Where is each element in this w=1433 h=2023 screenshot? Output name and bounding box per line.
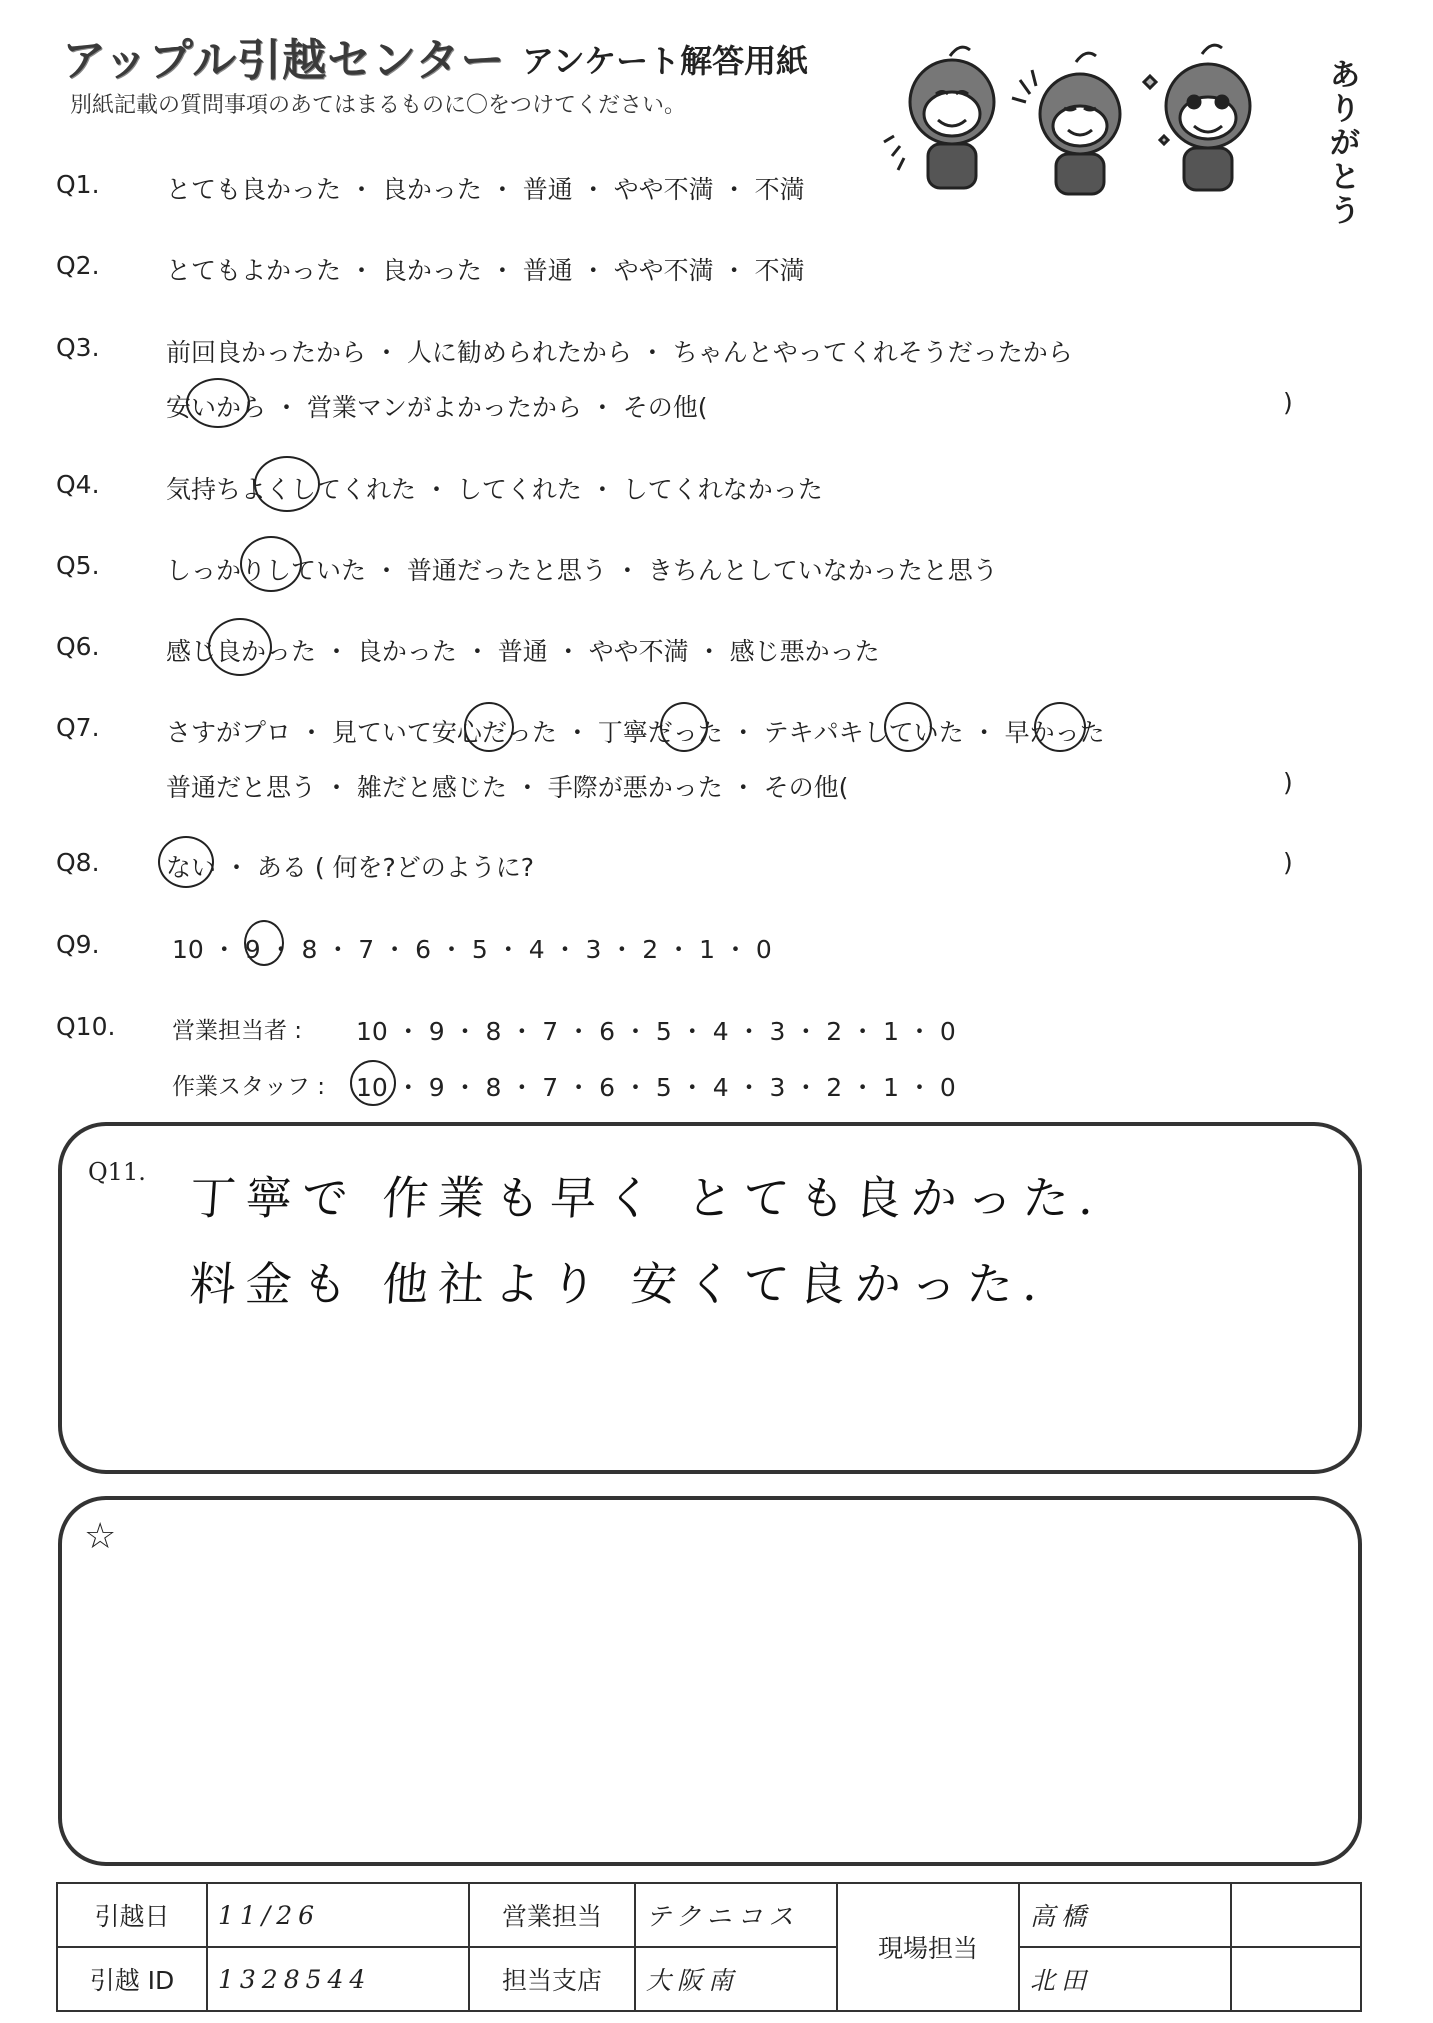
arigatou-char-5: う — [1330, 194, 1360, 229]
mascot-left — [884, 47, 994, 188]
move-id-value[interactable]: 1328544 — [207, 1947, 469, 2011]
q6-options[interactable]: 感じ良かった ・ 良かった ・ 普通 ・ やや不満 ・ 感じ悪かった — [166, 637, 880, 666]
q10-sales-scale[interactable]: 10 ・ 9 ・ 8 ・ 7 ・ 6 ・ 5 ・ 4 ・ 3 ・ 2 ・ 1 ・ 0 — [356, 1017, 956, 1046]
q7-selection-circle-teinei — [660, 702, 708, 752]
arigatou-char-4: と — [1330, 160, 1360, 195]
q9-label: Q9. — [56, 930, 100, 959]
mascot-right — [1144, 45, 1250, 190]
q8-label: Q8. — [56, 848, 100, 877]
q7-selection-circle-tekipaki — [884, 702, 932, 752]
notes-box[interactable] — [58, 1496, 1362, 1866]
q6-selection-circle — [208, 618, 272, 676]
sales-rep-label: 営業担当 — [469, 1883, 635, 1947]
q3-options-line2[interactable]: 安いから ・ 営業マンがよかったから ・ その他( — [166, 393, 708, 422]
q6-label: Q6. — [56, 632, 100, 661]
q5-selection-circle — [240, 536, 302, 592]
branch-label: 担当支店 — [469, 1947, 635, 2011]
q1-label: Q1. — [56, 170, 100, 199]
footer-info-table — [56, 1882, 1362, 2012]
q8-selection-circle — [158, 836, 214, 888]
form-subtitle: アンケート解答用紙 — [522, 42, 809, 80]
site-rep-value-1[interactable]: 高橋 — [1019, 1883, 1231, 1947]
sales-rep-value[interactable]: テクニコス — [635, 1883, 837, 1947]
comment-box[interactable] — [58, 1122, 1362, 1474]
form-title: アップル引越センター — [62, 35, 506, 86]
q9-selection-circle — [244, 920, 284, 966]
branch-value[interactable]: 大阪南 — [635, 1947, 837, 2011]
q7-label: Q7. — [56, 713, 100, 742]
site-rep-extra-cell-2 — [1231, 1947, 1361, 2011]
site-rep-value-2[interactable]: 北田 — [1019, 1947, 1231, 2011]
arigatou-char-2: り — [1330, 92, 1360, 127]
arigatou-char-3: が — [1330, 126, 1360, 161]
mascot-center — [1012, 53, 1120, 194]
handwritten-comment-line2: 料金も 他社より 安くて良かった. — [187, 1257, 1050, 1311]
q2-label: Q2. — [56, 251, 100, 280]
q2-options[interactable]: とてもよかった ・ 良かった ・ 普通 ・ やや不満 ・ 不満 — [166, 256, 805, 285]
site-rep-label: 現場担当 — [837, 1883, 1019, 2011]
q4-options[interactable]: 気持ちよくしてくれた ・ してくれた ・ してくれなかった — [166, 475, 823, 504]
q9-scale[interactable]: 10 ・ 9 ・ 8 ・ 7 ・ 6 ・ 5 ・ 4 ・ 3 ・ 2 ・ 1 ・ 0 — [172, 935, 772, 964]
q3-options-line1[interactable]: 前回良かったから ・ 人に勧められたから ・ ちゃんとやってくれそうだったから — [166, 338, 1073, 367]
star-icon: ☆ — [84, 1516, 117, 1557]
q10-sales-label: 営業担当者 : — [172, 1018, 303, 1044]
instructions-text: 別紙記載の質問事項のあてはまるものに〇をつけてください。 — [70, 93, 687, 118]
q4-label: Q4. — [56, 470, 100, 499]
move-date-label: 引越日 — [57, 1883, 207, 1947]
q10-staff-label: 作業スタッフ : — [172, 1074, 326, 1100]
q3-selection-circle — [186, 378, 250, 428]
q8-options[interactable]: ない ・ ある ( 何を?どのように? — [166, 853, 535, 882]
q3-label: Q3. — [56, 333, 100, 362]
monkey-mascots-illustration — [880, 36, 1360, 216]
handwritten-comment-line1: 丁寧で 作業も早く とても良かった. — [187, 1171, 1106, 1225]
q7-selection-circle-anshin — [464, 702, 514, 752]
q7-options-line2[interactable]: 普通だと思う ・ 雑だと感じた ・ 手際が悪かった ・ その他( — [166, 773, 849, 802]
q5-options[interactable]: しっかりしていた ・ 普通だったと思う ・ きちんとしていなかったと思う — [166, 556, 998, 585]
arigatou-char-1: あ — [1330, 58, 1360, 93]
q10-label: Q10. — [56, 1012, 116, 1041]
q7-paren-close: ) — [1283, 768, 1293, 797]
move-id-label: 引越 ID — [57, 1947, 207, 2011]
q7-selection-circle-hayakatta — [1034, 702, 1086, 752]
q10-staff-scale[interactable]: 10 ・ 9 ・ 8 ・ 7 ・ 6 ・ 5 ・ 4 ・ 3 ・ 2 ・ 1 ・ 0 — [356, 1073, 956, 1102]
q1-options[interactable]: とても良かった ・ 良かった ・ 普通 ・ やや不満 ・ 不満 — [166, 175, 805, 204]
q8-paren-close: ) — [1283, 848, 1293, 877]
q11-label: Q11. — [88, 1158, 146, 1186]
q3-paren-close: ) — [1283, 388, 1293, 417]
q10-staff-selection-circle — [350, 1060, 396, 1106]
q4-selection-circle — [254, 456, 320, 512]
q5-label: Q5. — [56, 551, 100, 580]
site-rep-extra-cell-1 — [1231, 1883, 1361, 1947]
move-date-value[interactable]: 11/26 — [207, 1883, 469, 1947]
q7-options-line1[interactable]: さすがプロ ・ 見ていて安心だった ・ 丁寧だった ・ テキパキしていた ・ 早かった — [166, 718, 1105, 747]
